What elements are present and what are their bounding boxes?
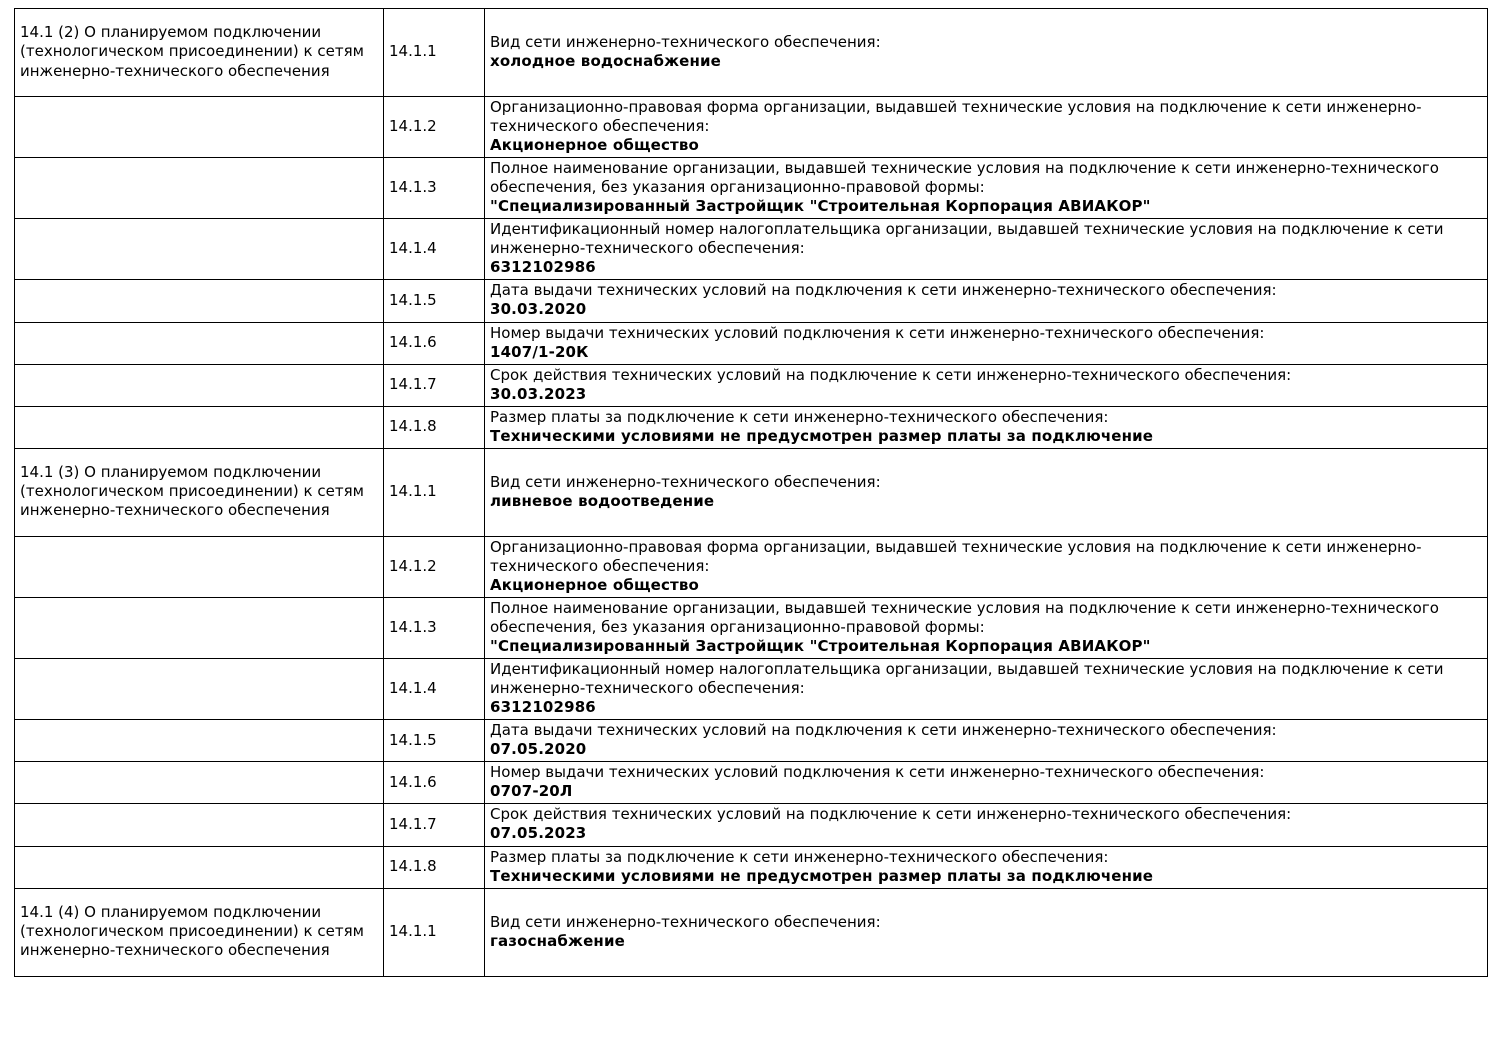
field-label: Идентификационный номер налогоплательщика организации, выдавшей технические условия на подключение к сети инженерно-технического обеспечения: [490,220,1444,258]
row-number: 14.1.8 [384,846,485,888]
field-label: Вид сети инженерно-технического обеспечения: [490,912,881,931]
table-row [15,219,1488,280]
row-number: 14.1.5 [384,720,485,762]
row-number: 14.1.1 [384,9,485,97]
section-empty-cell [15,659,384,720]
table-row [15,659,1488,720]
row-number: 14.1.2 [384,97,485,158]
row-number: 14.1.8 [384,406,485,448]
field-label: Организационно-правовая форма организации, выдавшей технические условия на подключение к сети инженерно-технического обеспечения: [490,98,1422,136]
table-row [15,762,1488,804]
section-empty-cell [15,762,384,804]
row-number: 14.1.6 [384,762,485,804]
field-label: Полное наименование организации, выдавшей технические условия на подключение к сети инженерно-технического обеспечения, без указания организационно-правовой формы: [490,159,1439,197]
declaration-table [14,8,1488,977]
table-row [15,97,1488,158]
section-title: 14.1 (3) О планируемом подключении (технологическом присоединении) к сетям инженерно-технического обеспечения [15,448,384,536]
field-label: Вид сети инженерно-технического обеспечения: [490,32,881,51]
row-number: 14.1.5 [384,280,485,322]
field-label: Дата выдачи технических условий на подключения к сети инженерно-технического обеспечения: [490,281,1277,300]
row-content [485,804,1488,846]
field-value: Техническими условиями не предусмотрен размер платы за подключение [490,426,1154,445]
field-value: 07.05.2023 [490,824,587,843]
field-value: 30.03.2020 [490,300,587,319]
section-empty-cell [15,720,384,762]
section-empty-cell [15,280,384,322]
row-number: 14.1.3 [384,597,485,658]
field-value: Акционерное общество [490,575,699,594]
section-empty-cell [15,406,384,448]
row-number: 14.1.4 [384,659,485,720]
row-content [485,9,1488,97]
section-empty-cell [15,322,384,364]
table-row [15,158,1488,219]
row-number: 14.1.1 [384,888,485,976]
field-label: Дата выдачи технических условий на подключения к сети инженерно-технического обеспечения: [490,721,1277,740]
field-label: Идентификационный номер налогоплательщика организации, выдавшей технические условия на подключение к сети инженерно-технического обеспечения: [490,660,1444,698]
row-content [485,97,1488,158]
row-number: 14.1.3 [384,158,485,219]
table-row [15,448,1488,536]
field-value: холодное водоснабжение [490,52,721,70]
section-empty-cell [15,158,384,219]
field-label: Полное наименование организации, выдавшей технические условия на подключение к сети инженерно-технического обеспечения, без указания организационно-правовой формы: [490,598,1439,636]
section-empty-cell [15,97,384,158]
field-label: Организационно-правовая форма организации, выдавшей технические условия на подключение к сети инженерно-технического обеспечения: [490,537,1422,575]
field-label: Размер платы за подключение к сети инженерно-технического обеспечения: [490,407,1109,426]
row-content [485,448,1488,536]
field-label: Срок действия технических условий на подключение к сети инженерно-технического обеспечения: [490,365,1292,384]
section-empty-cell [15,846,384,888]
table-row [15,597,1488,658]
field-label: Размер платы за подключение к сети инженерно-технического обеспечения: [490,847,1109,866]
field-value: 30.03.2023 [490,384,587,403]
field-value: "Специализированный Застройщик "Строительная Корпорация АВИАКОР" [490,637,1151,656]
row-content [485,364,1488,406]
field-value: 6312102986 [490,698,596,717]
row-number: 14.1.4 [384,219,485,280]
field-value: Акционерное общество [490,136,699,155]
section-title: 14.1 (2) О планируемом подключении (технологическом присоединении) к сетям инженерно-технического обеспечения [15,9,384,97]
field-value: Техническими условиями не предусмотрен размер платы за подключение [490,866,1154,885]
section-empty-cell [15,536,384,597]
section-empty-cell [15,804,384,846]
row-content [485,322,1488,364]
row-content [485,219,1488,280]
section-empty-cell [15,219,384,280]
field-label: Номер выдачи технических условий подключения к сети инженерно-технического обеспечения: [490,763,1265,782]
row-number: 14.1.2 [384,536,485,597]
table-row [15,888,1488,976]
table-row [15,322,1488,364]
row-content [485,720,1488,762]
row-number: 14.1.7 [384,804,485,846]
table-row [15,9,1488,97]
row-content [485,280,1488,322]
row-number: 14.1.1 [384,448,485,536]
table-row [15,846,1488,888]
field-label: Срок действия технических условий на подключение к сети инженерно-технического обеспечения: [490,805,1292,824]
row-number: 14.1.6 [384,322,485,364]
row-content [485,659,1488,720]
row-content [485,158,1488,219]
section-empty-cell [15,364,384,406]
table-row [15,364,1488,406]
row-content [485,762,1488,804]
table-row [15,804,1488,846]
field-value: газоснабжение [490,931,625,950]
table-row [15,720,1488,762]
field-value: 1407/1-20К [490,342,589,361]
field-value: 6312102986 [490,258,596,277]
table-row [15,536,1488,597]
field-label: Вид сети инженерно-технического обеспечения: [490,472,881,491]
table-row [15,406,1488,448]
row-content [485,406,1488,448]
row-content [485,536,1488,597]
field-value: ливневое водоотведение [490,491,715,510]
field-value: 07.05.2020 [490,740,587,759]
field-label: Номер выдачи технических условий подключения к сети инженерно-технического обеспечения: [490,323,1265,342]
row-content [485,597,1488,658]
field-value: "Специализированный Застройщик "Строительная Корпорация АВИАКОР" [490,197,1151,216]
section-title: 14.1 (4) О планируемом подключении (технологическом присоединении) к сетям инженерно-технического обеспечения [15,888,384,976]
row-content [485,888,1488,976]
section-empty-cell [15,597,384,658]
table-row [15,280,1488,322]
field-value: 0707-20Л [490,782,573,801]
declaration-table-body [15,9,1488,977]
row-number: 14.1.7 [384,364,485,406]
row-content [485,846,1488,888]
